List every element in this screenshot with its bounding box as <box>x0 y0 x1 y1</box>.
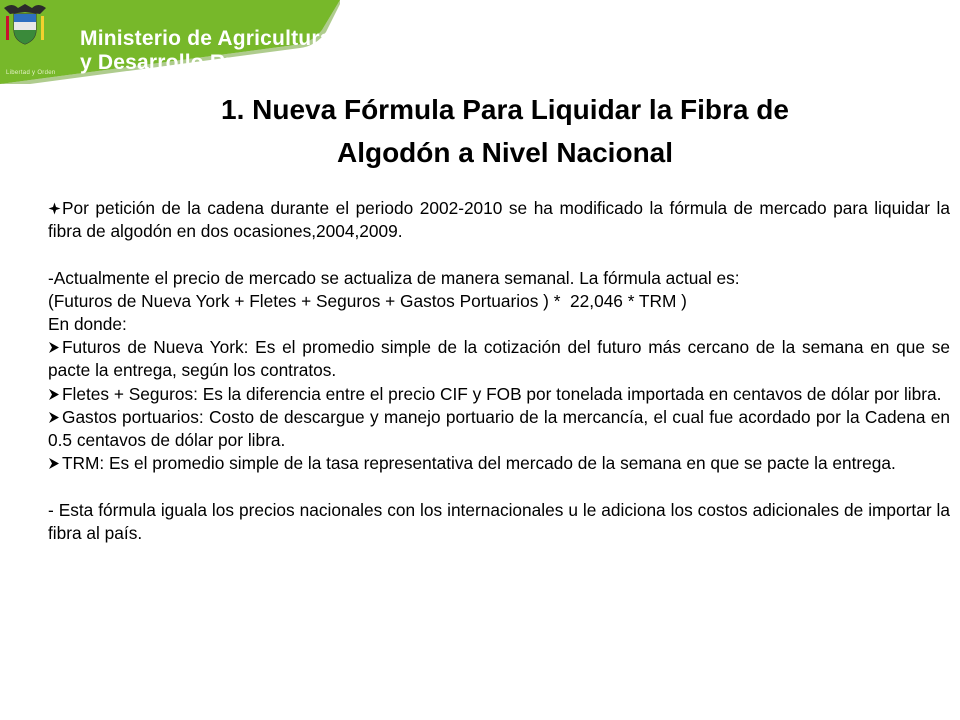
arrow-bullet-icon <box>48 336 62 359</box>
arrow-bullet-icon <box>48 452 62 475</box>
list-item-text: Gastos portuarios: Costo de descargue y manejo portuario de la mercancía, el cual fue acordado por la Cadena en 0.5 centavos de dólar por libra. <box>48 406 950 451</box>
actual-paragraph: -Actualmente el precio de mercado se actualiza de manera semanal. La fórmula actual es: <box>48 267 740 288</box>
slide-title: 1. Nueva Fórmula Para Liquidar la Fibra de Algodón a Nivel Nacional <box>221 94 789 168</box>
formula-line: (Futuros de Nueva York + Fletes + Seguros + Gastos Portuarios ) * 22,046 * TRM ) <box>48 290 687 311</box>
list-item-fletes <box>48 383 950 406</box>
ministry-name <box>80 27 332 75</box>
slide-body <box>48 197 950 545</box>
header-banner <box>0 0 340 84</box>
intro-paragraph <box>48 197 950 243</box>
diamond-bullet-icon <box>48 197 62 220</box>
list-item-trm <box>48 452 950 475</box>
coat-of-arms-icon <box>0 0 50 46</box>
list-item-text: Futuros de Nueva York: Es el promedio simple de la cotización del futuro más cercano de la semana en que se pacte la entrega, según los contratos. <box>48 337 950 381</box>
list-item-futuros <box>48 336 950 382</box>
en-donde-label: En donde: <box>48 314 127 334</box>
arrow-bullet-icon <box>48 383 62 406</box>
ministry-name-line2: y Desarrollo Rural <box>80 51 265 74</box>
arrow-bullet-icon <box>48 406 62 429</box>
list-item-gastos <box>48 406 950 452</box>
motto-text: Libertad y Orden <box>6 70 56 76</box>
list-item-text: Fletes + Seguros: Es la diferencia entre el precio CIF y FOB por tonelada importada en centavos de dólar por libra. <box>62 383 942 404</box>
intro-text: Por petición de la cadena durante el periodo 2002-2010 se ha modificado la fórmula de mercado para liquidar la fibra de algodón en dos ocasiones,2004,2009. <box>48 198 950 242</box>
list-item-text: TRM: Es el promedio simple de la tasa representativa del mercado de la semana en que se pacte la entrega. <box>62 453 896 474</box>
closing-paragraph: - Esta fórmula iguala los precios nacionales con los internacionales u le adiciona los costos adicionales de importar la fibra al país. <box>48 499 950 543</box>
spacer <box>48 243 950 266</box>
spacer <box>48 475 950 498</box>
ministry-name-line1: Ministerio de Agricultura <box>80 27 332 50</box>
